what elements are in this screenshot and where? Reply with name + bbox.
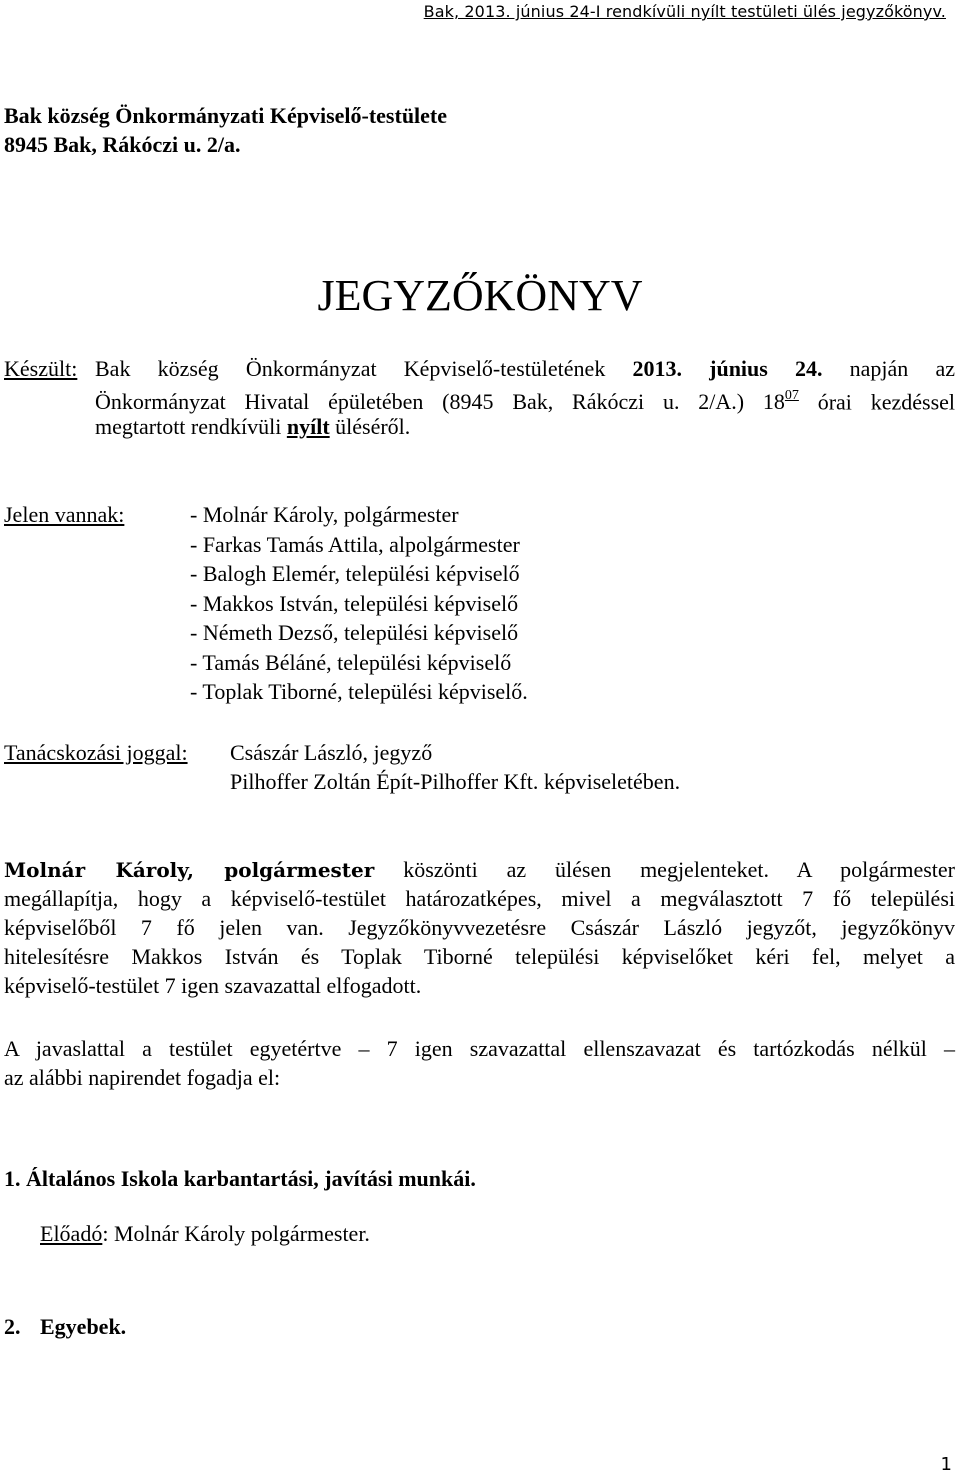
- agenda-item-2-number: 2.: [4, 1314, 21, 1339]
- list-item: - Makkos István, települési képviselő: [190, 590, 519, 616]
- keszult-line2: Önkormányzat Hivatal épületében (8945 Bak, Rákóczi u. 2/A.) $18^{07}$ órai kezdéssel: [95, 388, 956, 415]
- tanacskozasi-line1: Császár László, jegyző: [230, 740, 433, 765]
- keszult-line1: Bak község Önkormányzat Képviselő-testületének 2013. június 24. napján az: [95, 356, 955, 381]
- tanacskozasi-line2: Pilhoffer Zoltán Épít-Pilhoffer Kft. képviseletében.: [230, 769, 681, 794]
- institution-name: Bak község Önkormányzati Képviselő-testülete: [4, 103, 448, 128]
- list-item: - Farkas Tamás Attila, alpolgármester: [190, 531, 520, 557]
- document-title: JEGYZŐKÖNYV: [317, 271, 643, 320]
- agenda-presenter: Előadó: Molnár Károly polgármester.: [40, 1221, 370, 1246]
- list-item: - Molnár Károly, polgármester: [190, 502, 459, 527]
- members-list: [190, 502, 528, 709]
- paragraph2-line2: az alábbi napirendet fogadja el:: [4, 1065, 281, 1090]
- keszult-location: Önkormányzat Hivatal épületében (8945 Bak, Rákóczi u. 2/A.) $18^{07}$: [95, 388, 799, 415]
- page-number: 1: [940, 1454, 952, 1475]
- running-header: Bak, 2013. június 24-I rendkívüli nyílt testületi ülés jegyzőkönyv.: [423, 2, 946, 21]
- list-item: - Balogh Elemér, települési képviselő: [190, 561, 520, 586]
- agenda-item-1: 1. Általános Iskola karbantartási, javítási munkái.: [4, 1166, 476, 1191]
- keszult-line3: megtartott rendkívüli nyílt üléséről.: [95, 414, 411, 439]
- list-item: - Németh Dezső, települési képviselő: [190, 620, 519, 645]
- paragraph1-line4: hitelesítésre Makkos István és Toplak Tiborné települési képviselőket kéri fel, melyet a: [4, 944, 955, 969]
- tanacskozasi-label: Tanácskozási joggal:: [4, 740, 188, 765]
- paragraph1-line1: Molnár Károly, polgármester köszönti az ülésen megjelenteket. A polgármester: [4, 857, 955, 882]
- paragraph1-line3: képviselőből 7 fő jelen van. Jegyzőkönyvvezetésre Császár László jegyzőt, jegyzőkönyv: [4, 915, 955, 940]
- list-item: - Tamás Béláné, települési képviselő: [190, 649, 512, 675]
- jelen-label: Jelen vannak:: [4, 502, 125, 527]
- list-item: - Toplak Tiborné, települési képviselő.: [190, 679, 528, 704]
- institution-address: 8945 Bak, Rákóczi u. 2/a.: [4, 132, 241, 157]
- keszult-label: Készült:: [4, 356, 78, 381]
- agenda-item-2-text: Egyebek.: [40, 1314, 127, 1339]
- paragraph2-line1: A javaslattal a testület egyetértve – 7 igen szavazattal ellenszavazat és tartózkodás nélkül –: [4, 1036, 955, 1061]
- paragraph1-line5: képviselő-testület 7 igen szavazattal elfogadott.: [4, 973, 422, 998]
- paragraph1-line2: megállapítja, hogy a képviselő-testület határozatképes, mivel a megválasztott 7 fő települési: [4, 886, 955, 911]
